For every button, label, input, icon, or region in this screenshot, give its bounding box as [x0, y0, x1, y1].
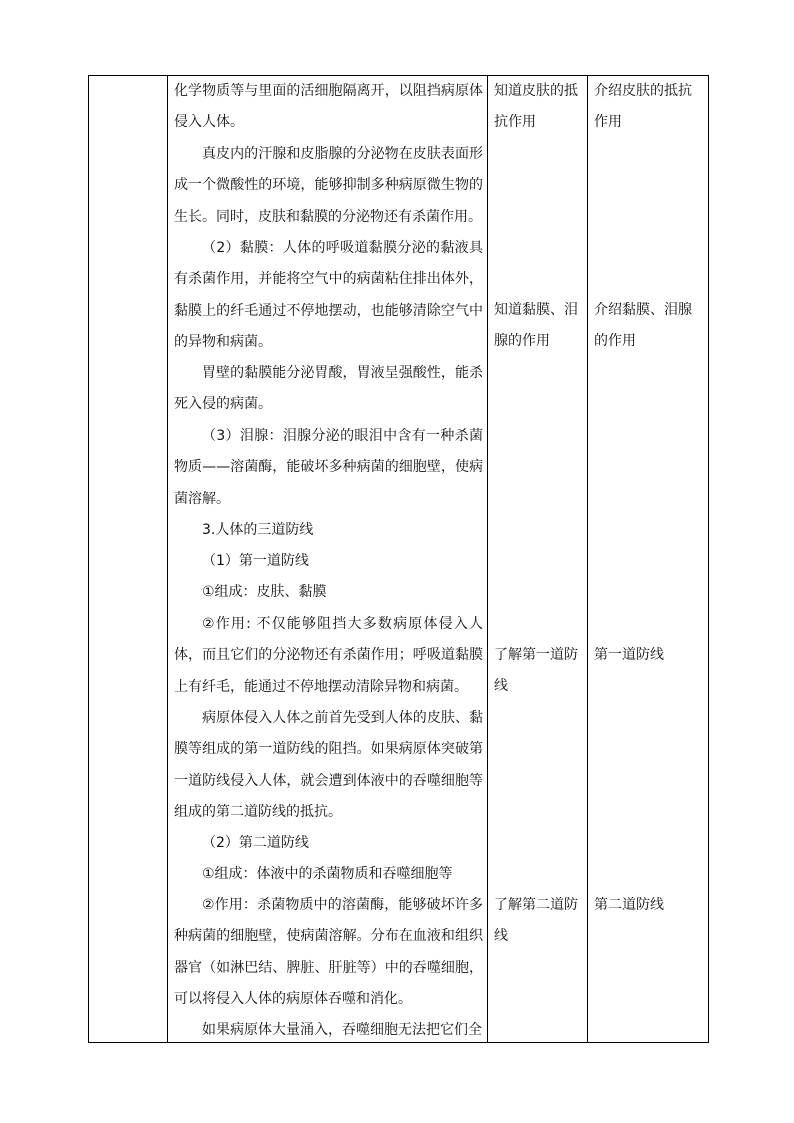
student-activity-note: 知道皮肤的抵抗作用 — [494, 83, 578, 131]
content-paragraph: ①组成：体液中的杀菌物质和吞噬细胞等 — [202, 866, 453, 882]
subsection-heading: （2）第二道防线 — [202, 835, 309, 851]
subsection-heading: （1）第一道防线 — [202, 553, 309, 569]
content-paragraph: 病原体侵入人体之前首先受到人体的皮肤、黏膜等组成的第一道防线的阻挡。如果病原体突破第一道防线侵入人体，就会遭到体液中的吞噬细胞等组成的第二道防线的抵抗。 — [174, 710, 483, 820]
content-paragraph: ②作用: 不仅能够阻挡大多数病原体侵入人体，而且它们的分泌物还有杀菌作用；呼吸道黏膜上有纤毛，能通过不停地摆动清除异物和病菌。 — [174, 616, 483, 695]
content-paragraph: ②作用：杀菌物质中的溶菌酶，能够破坏许多种病菌的细胞壁，使病菌溶解。分布在血液和组织器官（如淋巴结、脾脏、肝脏等）中的吞噬细胞，可以将侵入人体的病原体吞噬和消化。 — [174, 897, 483, 1007]
student-activity-note: 了解第一道防线 — [494, 647, 578, 695]
student-activity-note: 知道黏膜、泪腺的作用 — [494, 302, 578, 350]
content-paragraph: （3）泪腺：泪腺分泌的眼泪中含有一种杀菌物质——溶菌酶，能破坏多种病菌的细胞壁，使病菌溶解。 — [174, 428, 483, 507]
content-paragraph: 胃壁的黏膜能分泌胃酸，胃液呈强酸性，能杀死入侵的病菌。 — [174, 365, 483, 413]
student-activity-note: 了解第二道防线 — [494, 897, 578, 945]
content-paragraph: 如果病原体大量涌入，吞噬细胞无法把它们全 — [202, 1022, 482, 1038]
section-heading: 3.人体的三道防线 — [202, 522, 314, 538]
lesson-table — [88, 75, 709, 1043]
teacher-activity-note: 第一道防线 — [594, 647, 664, 663]
teacher-activity-note: 介绍黏膜、泪腺的作用 — [594, 302, 692, 350]
content-paragraph: 化学物质等与里面的活细胞隔离开，以阻挡病原体侵入人体。 — [174, 83, 483, 131]
table-row — [89, 76, 709, 1043]
teacher-activity-note: 第二道防线 — [594, 897, 664, 913]
content-cell — [168, 76, 488, 1043]
content-paragraph: ①组成：皮肤、黏膜 — [202, 584, 327, 600]
stage-cell — [89, 76, 168, 1043]
student-activity-cell — [488, 76, 588, 1043]
content-paragraph: （2）黏膜：人体的呼吸道黏膜分泌的黏液具有杀菌作用，并能将空气中的病菌粘住排出体外，黏膜上的纤毛通过不停地摆动，也能够清除空气中的异物和病菌。 — [174, 240, 483, 350]
teacher-activity-note: 介绍皮肤的抵抗作用 — [594, 83, 692, 131]
teacher-activity-cell — [588, 76, 709, 1043]
content-paragraph: 真皮内的汗腺和皮脂腺的分泌物在皮肤表面形成一个微酸性的环境，能够抑制多种病原微生物的生长。同时，皮肤和黏膜的分泌物还有杀菌作用。 — [174, 146, 483, 225]
